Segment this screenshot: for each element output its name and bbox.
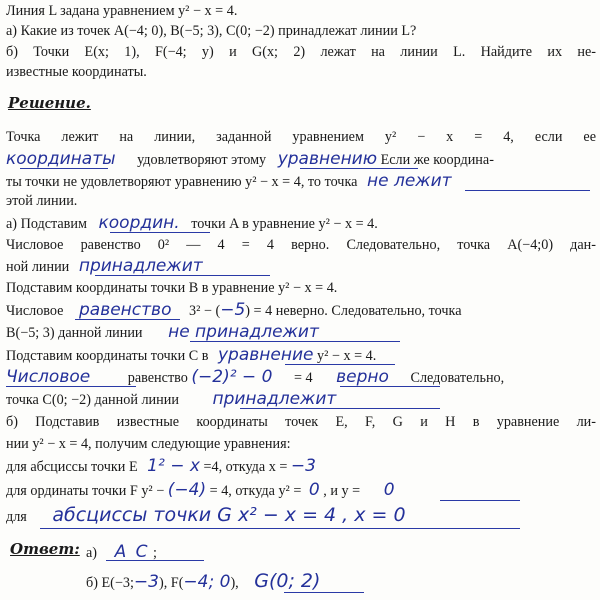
solution-p3-line: этой линии. bbox=[6, 193, 78, 209]
answer-heading: Ответ: bbox=[10, 540, 80, 558]
handwritten-f-expression: (−4) bbox=[167, 480, 207, 500]
handwritten-belongs-a: принадлежит bbox=[78, 256, 203, 276]
handwritten-answer-e-y: −3 bbox=[133, 572, 159, 592]
solution-p1-line2 bbox=[6, 150, 596, 169]
answer-b-line bbox=[86, 570, 320, 592]
text-point-a-equation: точки A в уравнение y² − x = 4. bbox=[191, 216, 378, 232]
handwritten-equality-b: равенство bbox=[79, 300, 172, 320]
part-a-substitute-line bbox=[6, 214, 596, 233]
part-a-belongs-line bbox=[6, 257, 596, 276]
blank-underline bbox=[20, 168, 108, 169]
handwritten-answer-f: −4; 0 bbox=[183, 572, 231, 592]
handwritten-e-x-value: −3 bbox=[290, 456, 316, 476]
handwritten-equation-c: уравнение bbox=[217, 345, 314, 365]
part-b-line1: б) Подставив известные координаты точек E, F, G и H в уравнение ли- bbox=[6, 414, 596, 430]
solution-p2-line bbox=[6, 172, 596, 191]
text-c-equality: равенство bbox=[127, 370, 188, 386]
blank-underline bbox=[440, 500, 520, 501]
point-c-substitute-line bbox=[6, 346, 596, 365]
text-c-equation: y² − x = 4. bbox=[317, 348, 377, 364]
handwritten-not-lies: не лежит bbox=[366, 171, 452, 191]
handwritten-f-y-value: 0 bbox=[383, 480, 395, 500]
blank-underline bbox=[6, 386, 136, 387]
answer-b-mid: ), F( bbox=[158, 575, 184, 591]
point-b-substitute-line: Подставим координаты точки B в уравнение y² − x = 4. bbox=[6, 280, 338, 296]
blank-underline bbox=[240, 408, 440, 409]
handwritten-g-line: абсциссы точки G x² − x = 4 , x = 0 bbox=[52, 504, 406, 526]
text-c-point: точка C(0; −2) данной линии bbox=[6, 392, 179, 408]
text-c-substitute: Подставим координаты точки C в bbox=[6, 348, 209, 364]
handwritten-e-expression: 1² − x bbox=[147, 456, 200, 476]
part-b-line2: нии y² − x = 4, получим следующие уравнения: bbox=[6, 436, 291, 452]
text-c-rhs: = 4 bbox=[293, 370, 313, 386]
blank-underline bbox=[75, 319, 180, 320]
text-b-expression: 3² − ( bbox=[189, 303, 221, 319]
point-c-check-line bbox=[6, 368, 596, 387]
problem-line-1: Линия L задана уравнением y² − x = 4. bbox=[6, 3, 238, 19]
handwritten-c-expression: (−2)² − 0 bbox=[191, 367, 273, 387]
text-if-coords: Если же координа- bbox=[380, 152, 494, 168]
handwritten-minus-five: −5 bbox=[220, 300, 246, 320]
text-e-whence: =4, откуда x = bbox=[203, 459, 288, 475]
handwritten-equation: уравнению bbox=[277, 149, 378, 169]
part-b-g-line bbox=[6, 506, 596, 526]
blank-underline bbox=[300, 168, 418, 169]
text-f-whence: = 4, откуда y² = bbox=[209, 483, 302, 499]
text-b-point: B(−5; 3) данной линии bbox=[6, 325, 143, 341]
blank-underline bbox=[106, 560, 204, 561]
blank-underline bbox=[465, 190, 590, 191]
blank-underline bbox=[340, 386, 440, 387]
text-substitute: а) Подставим bbox=[6, 216, 87, 232]
blank-underline bbox=[40, 528, 520, 529]
problem-part-b-1: б) Точки E(x; 1), F(−4; y) и G(x; 2) лежат на линии L. Найдите их не- bbox=[6, 44, 596, 60]
solution-p1-line1: Точка лежит на линии, заданной уравнением y² − x = 4, если ее bbox=[6, 129, 596, 145]
handwritten-true-c: верно bbox=[336, 367, 389, 387]
handwritten-coord-abbrev: координ. bbox=[98, 213, 180, 233]
handwritten-belongs-c: принадлежит bbox=[212, 389, 337, 409]
answer-a-line: а) A C ; bbox=[86, 542, 157, 562]
text-for: для bbox=[6, 509, 27, 525]
solution-heading: Решение. bbox=[8, 94, 91, 112]
handwritten-answer-g: G(0; 2) bbox=[254, 570, 321, 592]
problem-part-a: а) Какие из точек A(−4; 0), B(−5; 3), C(0; −2) принадлежат линии L? bbox=[6, 23, 417, 39]
point-c-conclusion-line bbox=[6, 390, 596, 409]
blank-underline bbox=[110, 232, 210, 233]
text-ordinate-f: для ординаты точки F y² − bbox=[6, 483, 165, 499]
answer-a-label: а) bbox=[86, 545, 98, 561]
blank-underline bbox=[284, 592, 364, 593]
problem-part-b-2: известные координаты. bbox=[6, 64, 147, 80]
answer-b-label: б) E(−3; bbox=[86, 575, 134, 591]
part-a-check-line: Числовое равенство 0² — 4 = 4 верно. Следовательно, точка A(−4;0) дан- bbox=[6, 237, 596, 253]
blank-underline bbox=[190, 341, 400, 342]
text-f-and-y: , и y = bbox=[323, 483, 361, 499]
handwritten-coordinates: координаты bbox=[6, 149, 116, 169]
text-not-satisfy: ты точки не удовлетворяют уравнению y² − x = 4, то точка bbox=[6, 174, 358, 190]
part-b-abscissa-e-line bbox=[6, 457, 596, 476]
text-c-therefore: Следовательно, bbox=[410, 370, 505, 386]
handwritten-not-belongs-b: не принадлежит bbox=[168, 322, 319, 342]
point-b-conclusion-line bbox=[6, 323, 596, 342]
point-b-check-line bbox=[6, 301, 596, 320]
text-of-line: ной линии bbox=[6, 259, 70, 275]
blank-underline bbox=[95, 275, 270, 276]
handwritten-answer-a: A C bbox=[114, 542, 150, 562]
handwritten-f-ysq-value: 0 bbox=[308, 480, 320, 500]
text-satisfy: удовлетворяют этому bbox=[137, 152, 267, 168]
text-b-false: ) = 4 неверно. Следовательно, точка bbox=[245, 303, 462, 319]
blank-underline bbox=[285, 364, 395, 365]
text-abscissa-e: для абсциссы точки E bbox=[6, 459, 138, 475]
answer-b-end: ), bbox=[230, 575, 239, 591]
part-b-ordinate-f-line bbox=[6, 481, 596, 500]
handwritten-numeric-c: Числовое bbox=[6, 367, 91, 387]
text-numeric: Числовое bbox=[6, 303, 64, 319]
